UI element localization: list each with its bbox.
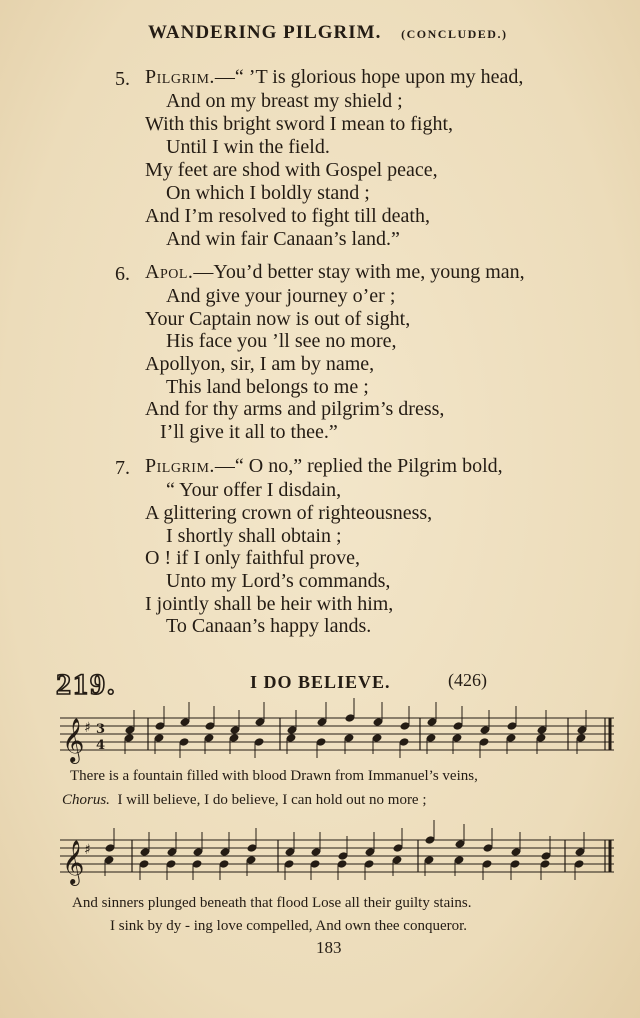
- verse-line: And on my breast my shield ;: [166, 90, 403, 112]
- verse-line: [145, 66, 523, 89]
- verse-line: Unto my Lord’s commands,: [166, 570, 391, 592]
- running-head-note: (CONCLUDED.): [401, 27, 508, 41]
- verse-number: 7.: [115, 457, 130, 479]
- svg-text:4: 4: [96, 738, 106, 753]
- verse-line: “ Your offer I disdain,: [166, 479, 342, 501]
- chorus-label: Chorus.: [62, 792, 110, 808]
- hymn-tune-reference: (426): [448, 670, 487, 690]
- verse-line: Until I win the field.: [166, 136, 330, 158]
- speaker-label: Apol.: [145, 261, 194, 283]
- sharp-icon: ♯: [84, 842, 91, 858]
- verse-line-text: —“ O no,” replied the Pilgrim bold,: [214, 455, 503, 477]
- hymn-title: I DO BELIEVE.: [250, 672, 391, 692]
- sharp-icon: ♯: [84, 720, 91, 736]
- verse-line: Apollyon, sir, I am by name,: [145, 353, 375, 375]
- verse-line: I jointly shall be heir with him,: [145, 593, 394, 615]
- verse-line: A glittering crown of righteousness,: [145, 502, 433, 524]
- verse-line: With this bright sword I mean to fight,: [145, 113, 454, 135]
- verse-line: And give your journey o’er ;: [166, 285, 396, 307]
- verse-line: [145, 455, 503, 478]
- running-head: [148, 22, 507, 44]
- verse-line: This land belongs to me ;: [166, 376, 369, 398]
- hymn-number: 219.: [56, 668, 117, 701]
- verse-line: I’ll give it all to thee.”: [160, 421, 338, 443]
- lyric-line-verse: And sinners plunged beneath that flood Lose all their guilty stains.: [72, 895, 472, 911]
- speaker-label: Pilgrim.: [145, 66, 215, 88]
- verse-line-text: —You’d better stay with me, young man,: [193, 261, 525, 283]
- verse-line: My feet are shod with Gospel peace,: [145, 159, 438, 181]
- verse-line-text: —“ ’T is glorious hope upon my head,: [214, 66, 524, 88]
- svg-text:3: 3: [96, 722, 106, 737]
- verse-line: His face you ’ll see no more,: [166, 330, 397, 352]
- treble-clef-icon: 𝄞: [62, 840, 85, 884]
- verse-line: And I’m resolved to fight till death,: [145, 205, 430, 227]
- verse-number: 6.: [115, 263, 130, 285]
- verse-number: 5.: [115, 68, 130, 90]
- verse-line: [145, 261, 525, 284]
- music-staff-system-1: [60, 708, 616, 766]
- verse-line: Your Captain now is out of sight,: [145, 308, 411, 330]
- lyric-line-chorus: I sink by dy - ing love compelled, And own thee conqueror.: [110, 918, 468, 934]
- verse-line: O ! if I only faithful prove,: [145, 547, 360, 569]
- verse-line: On which I boldly stand ;: [166, 182, 370, 204]
- lyric-line-chorus: [62, 792, 427, 809]
- verse-line: And win fair Canaan’s land.”: [166, 228, 400, 250]
- page-number: 183: [316, 938, 342, 957]
- treble-clef-icon: 𝄞: [62, 718, 85, 762]
- lyric-line-verse: There is a fountain filled with blood Drawn from Immanuel’s veins,: [70, 768, 478, 784]
- verse-line: And for thy arms and pilgrim’s dress,: [145, 398, 445, 420]
- speaker-label: Pilgrim.: [145, 455, 215, 477]
- running-head-title: WANDERING PILGRIM.: [148, 22, 382, 43]
- verse-line: I shortly shall obtain ;: [166, 525, 342, 547]
- verse-line: To Canaan’s happy lands.: [166, 615, 372, 637]
- chorus-lyric-text: I will believe, I do believe, I can hold out no more ;: [117, 792, 427, 808]
- music-staff-system-2: [60, 830, 616, 892]
